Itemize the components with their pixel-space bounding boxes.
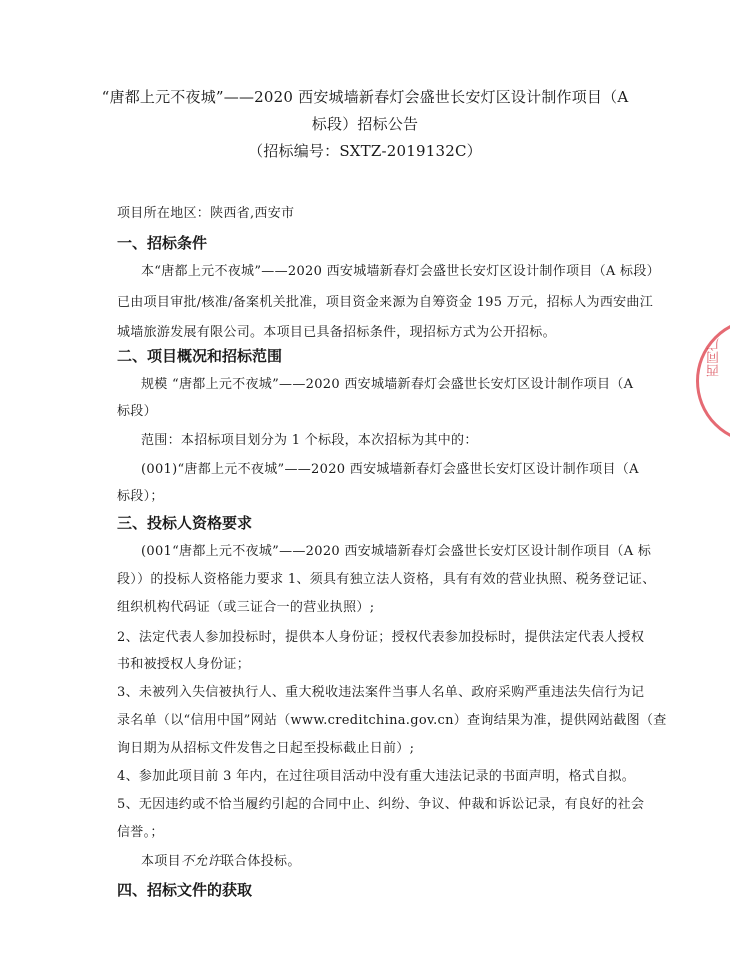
- paragraph-line: (001“唐都上元不夜城”——2020 西安城墙新春灯会盛世长安灯区设计制作项目（A 标: [141, 544, 652, 559]
- consortium-statement: [141, 853, 649, 871]
- paragraph-line: 组织机构代码证（或三证合一的营业执照）;: [117, 600, 375, 615]
- paragraph-line: 3、未被列入失信被执行人、重大税收违法案件当事人名单、政府采购严重违法失信行为记: [117, 685, 645, 700]
- paragraph-line: 规模 “唐都上元不夜城”——2020 西安城墙新春灯会盛世长安灯区设计制作项目（A: [141, 377, 634, 392]
- paragraph-line: 已由项目审批/核准/备案机关批准，项目资金来源为自筹资金 195 万元，招标人为西安曲江: [117, 295, 654, 310]
- paragraph-line: 2、法定代表人参加投标时，提供本人身份证；授权代表参加投标时，提供法定代表人授权: [117, 630, 645, 645]
- official-seal-text: 西同广: [707, 338, 722, 377]
- paragraph-line: 询日期为从招标文件发售之日起至投标截止日前）;: [117, 741, 415, 756]
- paragraph-line: 范围：本招标项目划分为 1 个标段，本次招标为其中的：: [141, 433, 478, 448]
- document-title-line-1: “唐都上元不夜城”——2020 西安城墙新春灯会盛世长安灯区设计制作项目（A: [101, 88, 629, 106]
- section-heading-1: 一、招标条件: [117, 234, 208, 252]
- paragraph-line: 本“唐都上元不夜城”——2020 西安城墙新春灯会盛世长安灯区设计制作项目（A 标段）: [141, 264, 660, 279]
- consortium-prefix: 本项目: [141, 854, 181, 869]
- paragraph-line: 标段）: [117, 404, 157, 419]
- paragraph-line: (001)“唐都上元不夜城”——2020 西安城墙新春灯会盛世长安灯区设计制作项目（A: [141, 462, 639, 477]
- paragraph-line: 段））的投标人资格能力要求 1、须具有独立法人资格，具有有效的营业执照、税务登记证、: [117, 572, 656, 587]
- project-region: 项目所在地区：陕西省,西安市: [117, 206, 295, 221]
- section-heading-4: 四、招标文件的获取: [117, 881, 253, 899]
- paragraph-line: 标段）；: [117, 489, 164, 504]
- paragraph-line: 录名单（以“信用中国”网站（www.creditchina.gov.cn）查询结果为准，提供网站截图（查: [117, 713, 667, 728]
- tender-number: （招标编号：SXTZ-2019132C）: [248, 142, 482, 160]
- paragraph-line: 4、参加此项目前 3 年内，在过往项目活动中没有重大违法记录的书面声明，格式自拟。: [117, 769, 636, 784]
- paragraph-line: 信誉。；: [117, 825, 164, 840]
- document-title-line-2: 标段）招标公告: [311, 115, 419, 133]
- consortium-emphasis: 不允许: [180, 854, 221, 869]
- official-seal-stamp: [696, 318, 730, 444]
- paragraph-line: 城墙旅游发展有限公司。本项目已具备招标条件，现招标方式为公开招标。: [117, 325, 556, 340]
- section-heading-3: 三、投标人资格要求: [117, 514, 253, 532]
- consortium-suffix: 联合体投标。: [220, 854, 301, 869]
- paragraph-line: 5、无因违约或不恰当履约引起的合同中止、纠纷、争议、仲裁和诉讼记录，有良好的社会: [117, 797, 645, 812]
- section-heading-2: 二、项目概况和招标范围: [117, 347, 283, 365]
- paragraph-line: 书和被授权人身份证；: [117, 657, 251, 672]
